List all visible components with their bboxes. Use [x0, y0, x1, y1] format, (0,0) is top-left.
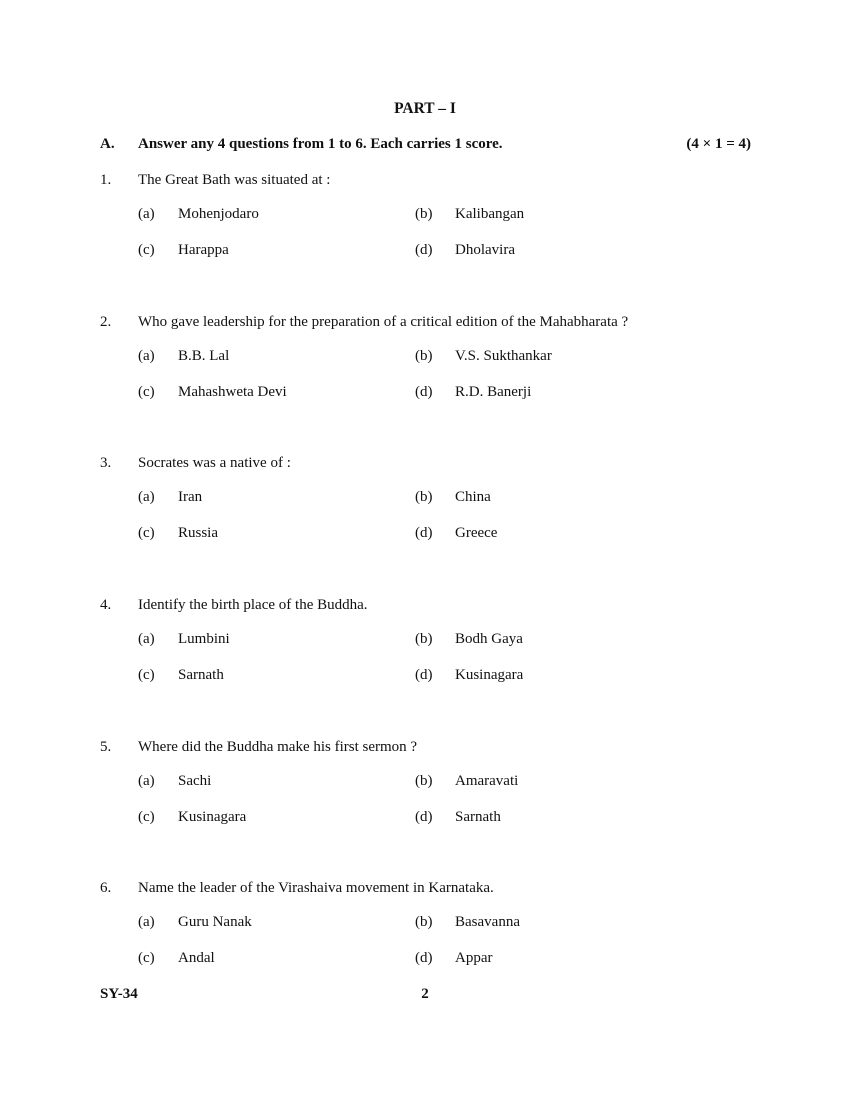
option-text: Russia: [178, 525, 219, 541]
option-letter: (b): [415, 348, 433, 364]
page-number: 2: [421, 986, 429, 1002]
question-number: 1.: [100, 172, 112, 188]
option-row: [100, 773, 750, 793]
option-text: Sachi: [178, 773, 212, 789]
option-row: [100, 950, 750, 970]
question-number: 4.: [100, 597, 112, 613]
option-row: [100, 348, 750, 368]
option-letter: (c): [138, 525, 155, 541]
section-letter: A.: [100, 136, 115, 152]
option-text: China: [455, 489, 491, 505]
section-instruction: Answer any 4 questions from 1 to 6. Each carries 1 score.: [138, 136, 503, 152]
option-text: Sarnath: [178, 667, 224, 683]
option-letter: (a): [138, 206, 155, 222]
option-text: Kusinagara: [455, 667, 524, 683]
option-row: [100, 667, 750, 687]
option-text: R.D. Banerji: [455, 384, 532, 400]
question-4: [100, 597, 750, 707]
question-text: Identify the birth place of the Buddha.: [138, 597, 368, 613]
option-letter: (d): [415, 809, 433, 825]
option-text: Iran: [178, 489, 203, 505]
option-letter: (a): [138, 631, 155, 647]
option-text: V.S. Sukthankar: [455, 348, 552, 364]
option-text: Harappa: [178, 242, 229, 258]
question-text: Where did the Buddha make his first sermon ?: [138, 739, 418, 755]
option-letter: (a): [138, 489, 155, 505]
option-letter: (c): [138, 950, 155, 966]
option-letter: (d): [415, 242, 433, 258]
option-text: Amaravati: [455, 773, 519, 789]
option-letter: (b): [415, 914, 433, 930]
option-row: [100, 525, 750, 545]
option-row: [100, 206, 750, 226]
option-letter: (b): [415, 206, 433, 222]
option-letter: (a): [138, 348, 155, 364]
option-text: Kalibangan: [455, 206, 525, 222]
option-letter: (d): [415, 950, 433, 966]
option-text: Basavanna: [455, 914, 520, 930]
question-text: Socrates was a native of :: [138, 455, 291, 471]
question-6: [100, 880, 750, 990]
option-row: [100, 384, 750, 404]
question-2: [100, 314, 750, 424]
option-letter: (b): [415, 631, 433, 647]
question-text: The Great Bath was situated at :: [138, 172, 331, 188]
question-number: 3.: [100, 455, 112, 471]
option-row: [100, 242, 750, 262]
question-number: 2.: [100, 314, 112, 330]
option-letter: (d): [415, 525, 433, 541]
option-text: Lumbini: [178, 631, 230, 647]
option-letter: (c): [138, 242, 155, 258]
option-letter: (b): [415, 773, 433, 789]
question-1: [100, 172, 750, 282]
section-score: (4 × 1 = 4): [686, 136, 751, 152]
question-text: Who gave leadership for the preparation of a critical edition of the Mahabharata ?: [138, 314, 629, 330]
option-text: Greece: [455, 525, 498, 541]
option-letter: (c): [138, 667, 155, 683]
option-text: Kusinagara: [178, 809, 247, 825]
option-letter: (a): [138, 773, 155, 789]
option-row: [100, 809, 750, 829]
option-letter: (a): [138, 914, 155, 930]
option-text: Sarnath: [455, 809, 501, 825]
question-text: Name the leader of the Virashaiva movement in Karnataka.: [138, 880, 494, 896]
option-row: [100, 631, 750, 651]
option-text: Andal: [178, 950, 215, 966]
option-text: Appar: [455, 950, 493, 966]
question-number: 6.: [100, 880, 112, 896]
option-letter: (c): [138, 384, 155, 400]
option-text: Bodh Gaya: [455, 631, 523, 647]
option-row: [100, 914, 750, 934]
exam-code: SY-34: [100, 986, 138, 1002]
option-letter: (b): [415, 489, 433, 505]
option-letter: (d): [415, 384, 433, 400]
option-letter: (d): [415, 667, 433, 683]
option-row: [100, 489, 750, 509]
option-text: B.B. Lal: [178, 348, 230, 364]
question-3: [100, 455, 750, 565]
option-letter: (c): [138, 809, 155, 825]
question-number: 5.: [100, 739, 112, 755]
option-text: Mohenjodaro: [178, 206, 259, 222]
part-title: PART – I: [394, 100, 456, 117]
option-text: Mahashweta Devi: [178, 384, 287, 400]
option-text: Guru Nanak: [178, 914, 252, 930]
question-5: [100, 739, 750, 849]
option-text: Dholavira: [455, 242, 515, 258]
